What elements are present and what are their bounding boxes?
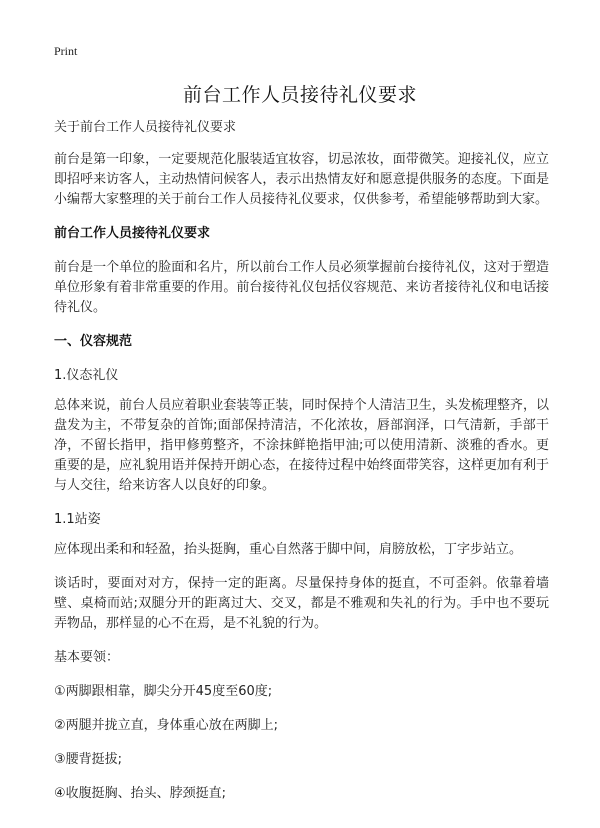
list-item: ③腰背挺拔; (54, 752, 123, 767)
paragraph-talk: 谈话时，要面对对方，保持一定的距离。尽量保持身体的挺直，不可歪斜。依靠着墙壁、桌椅而站;双腿分开的距离过大、交叉，都是不雅观和失礼的行为。手中也不要玩弄物品，那样显的心不在焉，是不礼貌的行为。 (54, 576, 549, 631)
print-link[interactable]: Print (54, 44, 78, 58)
paragraph-stance: 应体现出柔和和轻盈，抬头挺胸，重心自然落于脚中间，肩膀放松，丁字步站立。 (54, 542, 523, 557)
paragraph-overview: 总体来说，前台人员应着职业套装等正装，同时保持个人清洁卫生，头发梳理整齐，以盘发为主，不带复杂的首饰;面部保持清洁，不化浓妆，唇部润泽，口气清新，手部干净，不留长指甲，指甲修剪整齐，不涂抹鲜艳指甲油;可以使用清新、淡雅的香水。更重要的是，应礼貌用语并保持开朗心态，在接待过程中始终面带笑容，这样更加有利于与人交往，给来访客人以良好的印象。 (54, 398, 549, 493)
subheading-stance: 1.1站姿 (54, 512, 101, 527)
list-item: ①两脚跟相靠，脚尖分开45度至60度; (54, 684, 273, 699)
section-paragraph: 前台是一个单位的脸面和名片，所以前台工作人员必须掌握前台接待礼仪，这对于塑造单位形象有着非常重要的作用。前台接待礼仪包括仪容规范、来访者接待礼仪和电话接待礼仪。 (54, 260, 549, 315)
list-item: ②两腿并拢立直，身体重心放在两脚上; (54, 718, 279, 733)
subheading-posture: 1.仪态礼仪 (54, 368, 119, 383)
heading-appearance: 一、仪容规范 (54, 334, 133, 349)
basic-points-label: 基本要领： (54, 650, 120, 665)
list-item: ④收腹挺胸、抬头、脖颈挺直; (54, 786, 227, 801)
intro-paragraph: 前台是第一印象，一定要规范化服装适宜妆容，切忌浓妆，面带微笑。迎接礼仪，应立即招呼来访客人，主动热情问候客人，表示出热情友好和愿意提供服务的态度。下面是小编帮大家整理的关于前台工作人员接待礼仪要求，仅供参考，希望能够帮助到大家。 (54, 152, 549, 207)
section-heading: 前台工作人员接待礼仪要求 (54, 226, 211, 241)
article-body (54, 118, 549, 818)
page-title: 前台工作人员接待礼仪要求 (182, 84, 417, 106)
subtitle: 关于前台工作人员接待礼仪要求 (54, 120, 237, 135)
